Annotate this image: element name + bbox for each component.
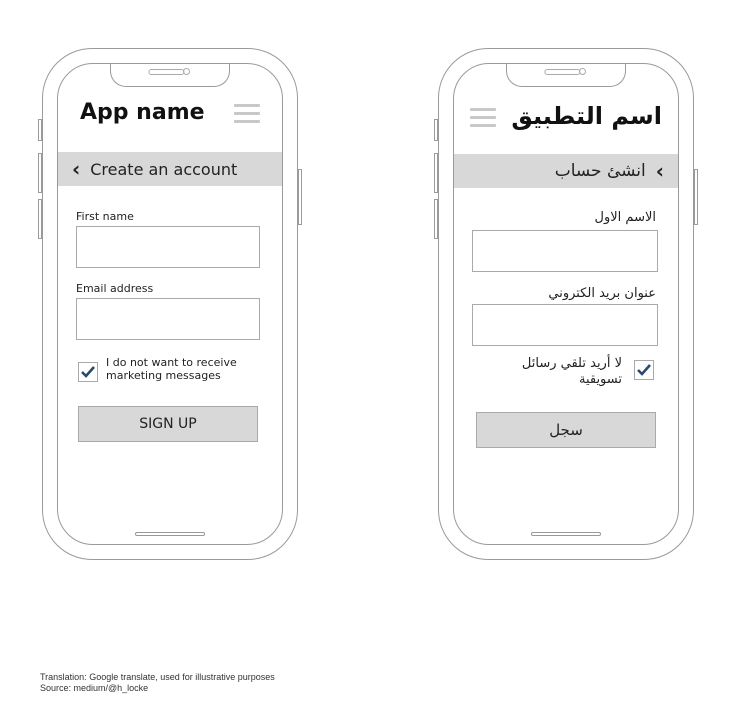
phone-side-button — [434, 119, 438, 141]
source-note: Source: medium/@h_locke — [40, 683, 149, 693]
opt-out-line: marketing messages — [106, 369, 221, 382]
opt-out-line: تسويقية — [578, 372, 622, 387]
opt-out-line: لا أريد تلقي رسائل — [521, 356, 622, 371]
first-name-field[interactable] — [472, 230, 658, 272]
phone-side-button — [694, 169, 698, 225]
email-label: عنوان بريد الكتروني — [548, 286, 656, 301]
checkmark-icon — [81, 366, 95, 378]
marketing-opt-out-label — [106, 356, 237, 382]
phone-side-button — [38, 119, 42, 141]
first-name-label: الاسم الاول — [594, 210, 656, 225]
camera-dot — [579, 68, 586, 75]
sign-up-button[interactable]: SIGN UP — [78, 406, 258, 442]
phone-notch — [506, 63, 626, 87]
phone-side-button — [298, 169, 302, 225]
sign-up-button[interactable]: سجل — [476, 412, 656, 448]
phone-screen — [453, 63, 679, 545]
first-name-label: First name — [76, 210, 134, 223]
camera-dot — [183, 68, 190, 75]
marketing-opt-out-checkbox[interactable] — [634, 360, 654, 380]
marketing-opt-out-label — [522, 356, 622, 388]
home-indicator — [135, 532, 205, 536]
phone-side-button — [38, 199, 42, 239]
footer-notes — [40, 672, 275, 694]
page-title: Create an account — [90, 159, 238, 179]
email-label: Email address — [76, 282, 154, 295]
phone-side-button — [38, 153, 42, 193]
first-name-field[interactable] — [76, 226, 260, 268]
chevron-left-icon[interactable]: ‹ — [72, 157, 81, 181]
speaker-grille — [544, 69, 580, 75]
opt-out-line: I do not want to receive — [106, 356, 237, 369]
app-name-title: App name — [80, 100, 205, 125]
page-header-bar — [454, 154, 678, 188]
email-field[interactable] — [472, 304, 658, 346]
phone-mockup-ltr — [42, 48, 298, 560]
hamburger-menu-icon[interactable] — [470, 108, 496, 128]
marketing-opt-out-checkbox[interactable] — [78, 362, 98, 382]
home-indicator — [531, 532, 601, 536]
hamburger-menu-icon[interactable] — [234, 104, 260, 124]
checkmark-icon — [637, 364, 651, 376]
speaker-grille — [148, 69, 184, 75]
phone-side-button — [434, 153, 438, 193]
translation-note: Translation: Google translate, used for illustrative purposes — [40, 672, 275, 682]
phone-screen — [57, 63, 283, 545]
phone-side-button — [434, 199, 438, 239]
page-title: انشئ حساب — [554, 161, 646, 181]
app-name-title: اسم التطبيق — [511, 102, 662, 130]
page-header-bar — [58, 152, 282, 186]
phone-notch — [110, 63, 230, 87]
phone-mockup-rtl — [438, 48, 694, 560]
email-field[interactable] — [76, 298, 260, 340]
chevron-right-icon[interactable]: › — [655, 159, 664, 183]
